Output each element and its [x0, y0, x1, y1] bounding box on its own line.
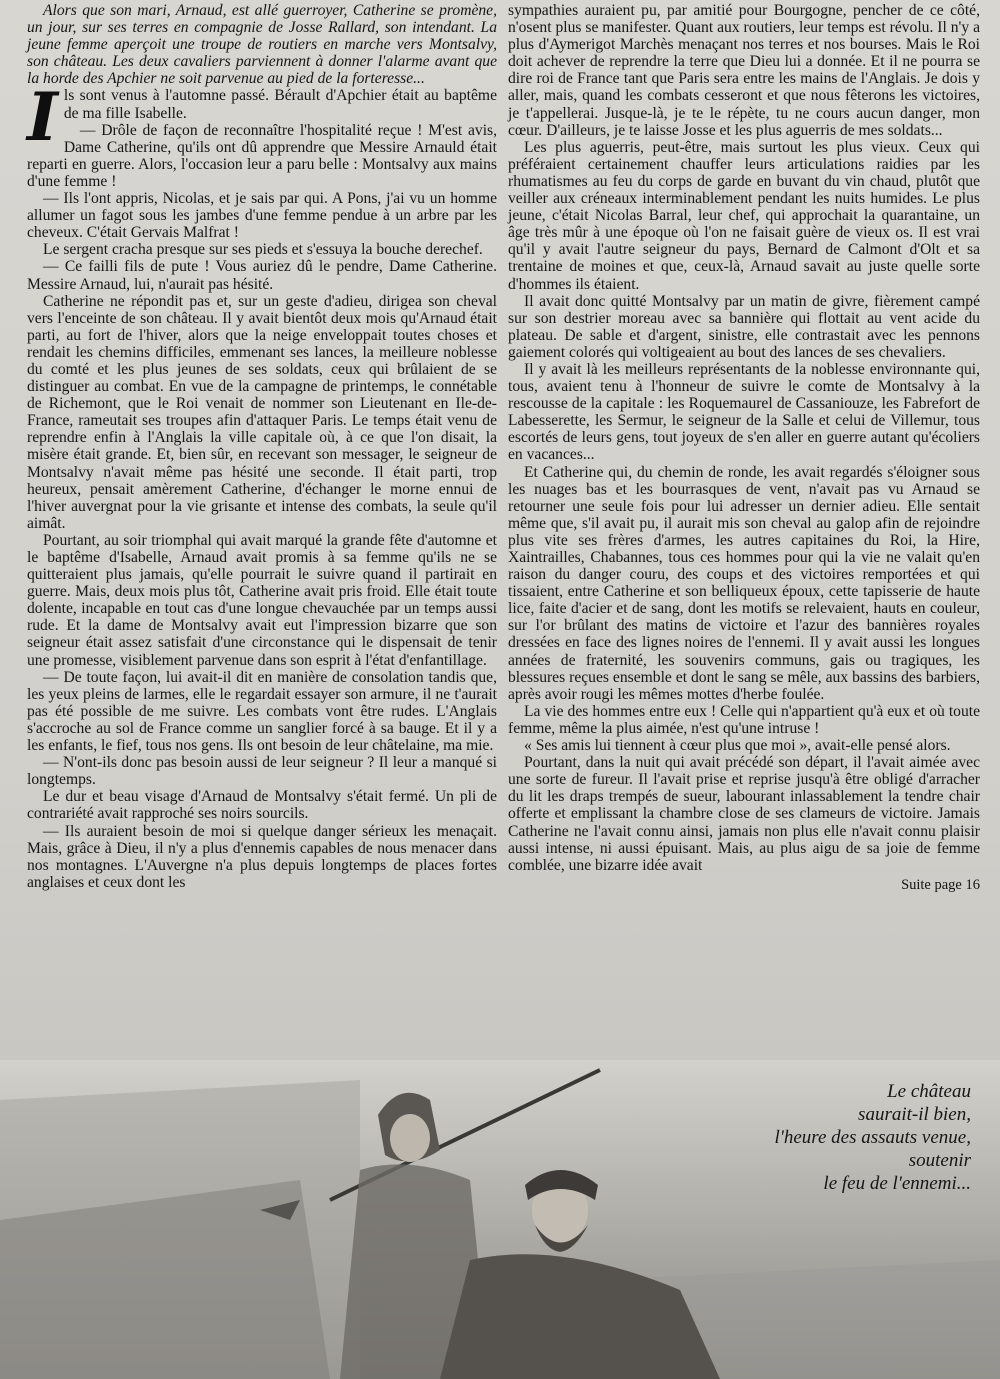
continued-link: Suite page 16	[901, 876, 980, 893]
paragraph: Il avait donc quitté Montsalvy par un matin de givre, fièrement campé sur son destrier moreau avec sa bannière qui flottait au vent acide du plateau. De sable et d'argent, sinistre, elle contrastait avec les pennons gaiement colorés qui voltigeaient au bout des lances de ses chevaliers.	[508, 292, 980, 361]
paragraph: — N'ont-ils donc pas besoin aussi de leur seigneur ? Il leur a manqué si longtemps.	[27, 754, 497, 789]
caption-line: saurait-il bien,	[858, 1104, 971, 1125]
paragraph: Le sergent cracha presque sur ses pieds et s'essuya la bouche derechef.	[43, 241, 483, 259]
caption-line: Le château	[887, 1081, 971, 1102]
paragraph: — Ils auraient besoin de moi si quelque danger sérieux les menaçait. Mais, grâce à Dieu, il n'y a plus d'ennemis capables de nous menacer dans nos montagnes. L'Auvergne n'a plus depuis longtemps de places fortes anglaises et ceux dont les	[27, 822, 497, 891]
caption-line: soutenir	[908, 1150, 971, 1171]
paragraph: — Ils l'ont appris, Nicolas, et je sais par qui. A Pons, j'ai vu un homme allumer un fagot sous les jambes d'une femme pendue à un arbre par les cheveux. C'était Gervais Malfrat !	[27, 190, 497, 242]
paragraph: Il y avait là les meilleurs représentants de la noblesse environnante qui, tous, avaient tenu à l'honneur de suivre le comte de Montsalvy à la rescousse de la capitale : les Roquemaurel de Cassaniouze, les Fabrefort de Labesserette, les Sermur, le seigneur de la Salle et celui de Villemur, tous escortés de leurs gens, tout joyeux de s'en aller en guerre autant qu'écoliers en vacances...	[508, 360, 980, 464]
paragraph: — Ce failli fils de pute ! Vous auriez dû le pendre, Dame Catherine. Messire Arnaud, lui, n'aurait pas hésité.	[27, 258, 497, 293]
paragraph: Le dur et beau visage d'Arnaud de Montsalvy s'était fermé. Un pli de contrariété avait rapproché ses noirs sourcils.	[27, 788, 497, 823]
paragraph: — Drôle de façon de reconnaître l'hospitalité reçue ! M'est avis, Dame Catherine, qu'ils ont dû apprendre que Messire Arnauld était reparti en guerre. Alors, l'occasion leur a paru belle : Montsalvy aux mains d'une femme !	[27, 121, 497, 190]
paragraph: — De toute façon, lui avait-il dit en manière de consolation tandis que, les yeux pleins de larmes, elle le regardait essayer son armure, il ne t'aurait pas été possible de me suivre. Les combats vont être rudes. L'Anglais s'accroche au sol de France comme un sanglier forcé à sa bauge. Et il y a les enfants, le fief, tous nos gens. Ils ont besoin de leur châtelaine, ma mie.	[27, 668, 497, 755]
right-column	[508, 2, 980, 894]
paragraph: La vie des hommes entre eux ! Celle qui n'appartient qu'à eux et où toute femme, même la plus aimée, n'est qu'une intruse !	[508, 702, 980, 737]
paragraph: « Ses amis lui tiennent à cœur plus que moi », avait-elle pensé alors.	[524, 737, 951, 755]
opening-text: ls sont venus à l'automne passé. Bérault d'Apchier était au baptême de ma fille Isabelle.	[63, 87, 497, 122]
caption-line: l'heure des assauts venue,	[774, 1127, 971, 1148]
illustration-caption	[711, 1080, 971, 1195]
paragraph: Catherine ne répondit pas et, sur un geste d'adieu, dirigea son cheval vers l'enceinte de son château. Il y avait bientôt deux mois qu'Arnaud était parti, au fort de l'hiver, alors que la neige enveloppait toutes choses et rendait les chemins difficiles, emmenant ses lances, la meilleure noblesse du comté et les plus jeunes de ses soldats, ceux qui brûlaient de se distinguer au combat. En vue de la campagne de printemps, le connétable de Richemont, que le Roi venait de nommer son Lieutenant en Ile-de-France, rameutait ses troupes afin d'attaquer Paris. Le temps était venu de reprendre enfin à l'Anglais la ville capitale où, à ce que l'on disait, la misère était grande. Et, bien sûr, en recevant son messager, le seigneur de Montsalvy n'avait même pas hésité une seconde. Il était parti, trop heureux, pensait amèrement Catherine, d'échanger le morne ennui de l'hiver auvergnat pour la vie grisante et intense des combats, la seule qu'il aimât.	[27, 292, 497, 532]
paragraph: Et Catherine qui, du chemin de ronde, les avait regardés s'éloigner sous les nuages bas et les bourrasques de vent, n'avait pas vu Arnaud se retourner une seule fois pour lui adresser un dernier adieu. Elle sentait même que, s'il avait pu, il aurait mis son cheval au galop afin de rejoindre plus vite ses frères d'armes, les autres capitaines du Roi, la Hire, Xaintrailles, Chabannes, tous ces hommes pour qui la vie ne valait qu'en raison du danger couru, des coups et des victoires remportées et qui tissaient, entre Catherine et son belliqueux époux, cette tapisserie de haute lice, faite d'acier et de sang, dont les motifs se relevaient, hauts en couleur, sur l'or brûlant des matins de victoire et l'azur des bannières royales dressées en face des lignes noires de l'ennemi. Il y avait aussi les longues années de fraternité, les souvenirs communs, gais ou tragiques, les blessures reçues ensemble et dont le sang se mêle, aux bassins des barbiers, après avoir rougi les mêmes mottes d'herbe foulée.	[508, 463, 980, 703]
paragraph: Les plus aguerris, peut-être, mais surtout les plus vieux. Ceux qui préféraient certainement chauffer leurs articulations raidies par les rhumatismes au feu du corps de garde en buvant du vin chaud, plutôt que veiller aux créneaux interminablement pendant les nuits humides. Le plus jeune, c'était Nicolas Barral, leur chef, qui approchait la quarantaine, un âge très mûr à une époque où l'on ne faisait guère de vieux os. Il est vrai qu'il y avait l'autre seigneur du pays, Bernard de Calmont d'Olt et sa trentaine de moines et que, ceux-là, Arnaud savait au juste quelle sorte d'hommes ils étaient.	[508, 138, 980, 293]
intro-text: Alors que son mari, Arnaud, est allé guerroyer, Catherine se promène, un jour, sur ses terres en compagnie de Josse Rallard, son intendant. La jeune femme aperçoit une troupe de routiers en marche vers Montsalvy, son château. Les deux cavaliers parviennent à donner l'alarme avant que la horde des Apchier ne soit parvenue au pied de la forteresse...	[27, 2, 497, 88]
paragraph: Pourtant, dans la nuit qui avait précédé son départ, il l'avait aimée avec une sorte de fureur. Il l'avait prise et reprise jusqu'à être obligé d'arracher du lit les draps trempés de sueur, labourant inlassablement la tendre chair offerte et emplissant la chambre close de ses clameurs de victoire. Jamais Catherine ne l'avait connu ainsi, jamais non plus elle n'avait connu plaisir aussi intense, ni aussi épuisant. Mais, au plus aigu de sa joie de femme comblée, une bizarre idée avait	[508, 754, 980, 874]
drop-cap: I	[27, 78, 58, 157]
paragraph: sympathies auraient pu, par amitié pour Bourgogne, pencher de ce côté, n'osent plus se manifester. Quant aux routiers, leur temps est révolu. Il n'y a plus d'Aymerigot Marchès menaçant nos terres et nos bourses. Mais le Roi doit achever de reprendre la terre que Dieu lui a donnée. Et il ne pourra se dire roi de France tant que Paris sera entre les mains de l'Anglais. Je dois y aller, mais, quand les combats cesseront et que nous fêterons les victoires, je t'appellerai. Jusque-là, je te le répète, tu ne cours aucun danger, mon cœur. D'ailleurs, je te laisse Josse et les plus aguerris de mes soldats...	[508, 2, 980, 139]
left-column	[27, 2, 497, 891]
paragraph: Pourtant, au soir triomphal qui avait marqué la grande fête d'automne et le baptême d'Isabelle, Arnaud avait promis à sa femme qu'ils ne se quitteraient plus jamais, qu'elle pourrait le suivre quand il partirait en guerre. Mais, deux mois plus tôt, Catherine avait pris froid. Elle était toute dolente, incapable en tout cas d'une longue chevauchée par un temps aussi rude. Et la dame de Montsalvy avait eut l'impression bizarre que son seigneur était assez satisfait d'une circonstance qui le dispensait de tenir une promesse, visiblement parvenue dans son esprit à l'état d'enfantillage.	[27, 531, 497, 669]
caption-line: le feu de l'ennemi...	[823, 1173, 971, 1194]
